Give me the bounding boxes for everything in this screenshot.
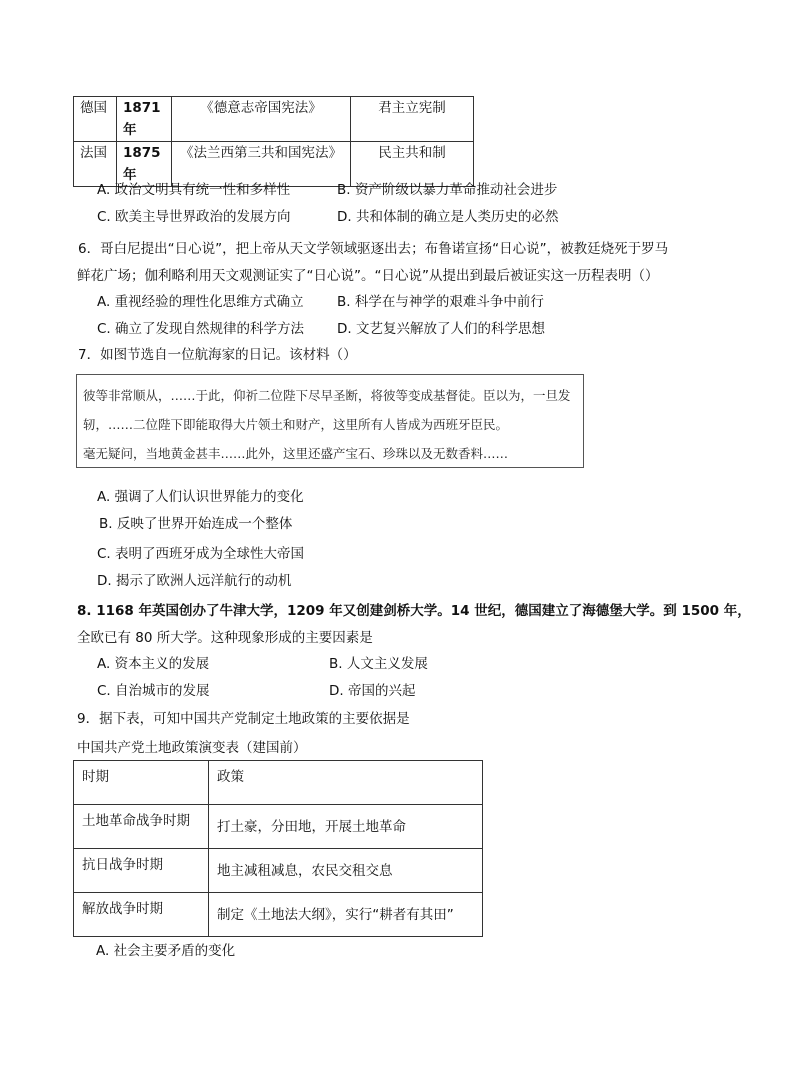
table-cell: 《德意志帝国宪法》 bbox=[172, 97, 351, 142]
q6-stem-line2: 鲜花广场；伽利略利用天文观测证实了“日心说”。“日心说”从提出到最后被证实这一历程表明（） bbox=[77, 268, 659, 284]
q5-option-b[interactable]: B. 资产阶级以暴力革命推动社会进步 bbox=[337, 182, 558, 198]
q8-option-b[interactable]: B. 人文主义发展 bbox=[329, 656, 428, 672]
q6-option-b[interactable]: B. 科学在与神学的艰难斗争中前行 bbox=[337, 294, 544, 310]
q6-stem-line1: 6．哥白尼提出“日心说”，把上帝从天文学领域驱逐出去；布鲁诺宣扬“日心说”，被教廷烧死于罗马 bbox=[78, 241, 669, 257]
q9-option-a[interactable]: A. 社会主要矛盾的变化 bbox=[96, 943, 236, 959]
table-cell: 解放战争时期 bbox=[74, 893, 209, 937]
table-cell: 《法兰西第三共和国宪法》 bbox=[172, 142, 351, 187]
q7-stem: 7．如图节选自一位航海家的日记。该材料（） bbox=[78, 347, 357, 363]
table-cell: 1875 年 bbox=[117, 142, 172, 187]
constitution-table bbox=[73, 96, 474, 187]
q8-option-c[interactable]: C. 自治城市的发展 bbox=[97, 683, 210, 699]
table-row bbox=[74, 97, 474, 142]
q6-option-a[interactable]: A. 重视经验的理性化思维方式确立 bbox=[97, 294, 304, 310]
table-cell: 君主立宪制 bbox=[351, 97, 474, 142]
diary-line: 轫，……二位陛下即能取得大片领土和财产，这里所有人皆成为西班牙臣民。 bbox=[83, 417, 509, 432]
table-row bbox=[74, 849, 483, 893]
q5-option-c[interactable]: C. 欧美主导世界政治的发展方向 bbox=[97, 209, 291, 225]
table-header: 政策 bbox=[209, 761, 483, 805]
q5-option-d[interactable]: D. 共和体制的确立是人类历史的必然 bbox=[337, 209, 559, 225]
table-cell: 抗日战争时期 bbox=[74, 849, 209, 893]
diary-line: 彼等非常顺从，……于此，仰祈二位陛下尽早圣断，将彼等变成基督徒。臣以为，一旦发 bbox=[83, 388, 571, 403]
table-row bbox=[74, 761, 483, 805]
q8-stem-line1: 8. 1168 年英国创办了牛津大学，1209 年又创建剑桥大学。14 世纪，德国建立了海德堡大学。到 1500 年， bbox=[77, 603, 751, 619]
q8-stem-line2: 全欧已有 80 所大学。这种现象形成的主要因素是 bbox=[77, 630, 373, 646]
table-row bbox=[74, 893, 483, 937]
q8-option-d[interactable]: D. 帝国的兴起 bbox=[329, 683, 416, 699]
q5-option-a[interactable]: A. 政治文明具有统一性和多样性 bbox=[97, 182, 291, 198]
table-cell: 民主共和制 bbox=[351, 142, 474, 187]
table-cell: 法国 bbox=[74, 142, 117, 187]
table-cell: 制定《土地法大纲》，实行“耕者有其田” bbox=[209, 893, 483, 937]
q8-option-a[interactable]: A. 资本主义的发展 bbox=[97, 656, 210, 672]
q7-option-b[interactable]: B. 反映了世界开始连成一个整体 bbox=[99, 516, 293, 532]
q6-option-d[interactable]: D. 文艺复兴解放了人们的科学思想 bbox=[337, 321, 545, 337]
q9-table-title: 中国共产党土地政策演变表（建国前） bbox=[77, 740, 307, 756]
q7-option-a[interactable]: A. 强调了人们认识世界能力的变化 bbox=[97, 489, 304, 505]
table-cell: 土地革命战争时期 bbox=[74, 805, 209, 849]
q6-option-c[interactable]: C. 确立了发现自然规律的科学方法 bbox=[97, 321, 305, 337]
table-header: 时期 bbox=[74, 761, 209, 805]
diary-line: 毫无疑问，当地黄金甚丰……此外，这里还盛产宝石、珍珠以及无数香料…… bbox=[83, 446, 509, 461]
diary-excerpt-box bbox=[76, 374, 584, 468]
q7-option-c[interactable]: C. 表明了西班牙成为全球性大帝国 bbox=[97, 546, 305, 562]
q9-stem: 9．据下表，可知中国共产党制定土地政策的主要依据是 bbox=[77, 711, 410, 727]
land-policy-table bbox=[73, 760, 483, 937]
table-row bbox=[74, 805, 483, 849]
q7-option-d[interactable]: D. 揭示了欧洲人远洋航行的动机 bbox=[97, 573, 292, 589]
table-cell: 打土豪，分田地，开展土地革命 bbox=[209, 805, 483, 849]
table-cell: 1871 年 bbox=[117, 97, 172, 142]
table-cell: 地主减租减息，农民交租交息 bbox=[209, 849, 483, 893]
table-cell: 德国 bbox=[74, 97, 117, 142]
